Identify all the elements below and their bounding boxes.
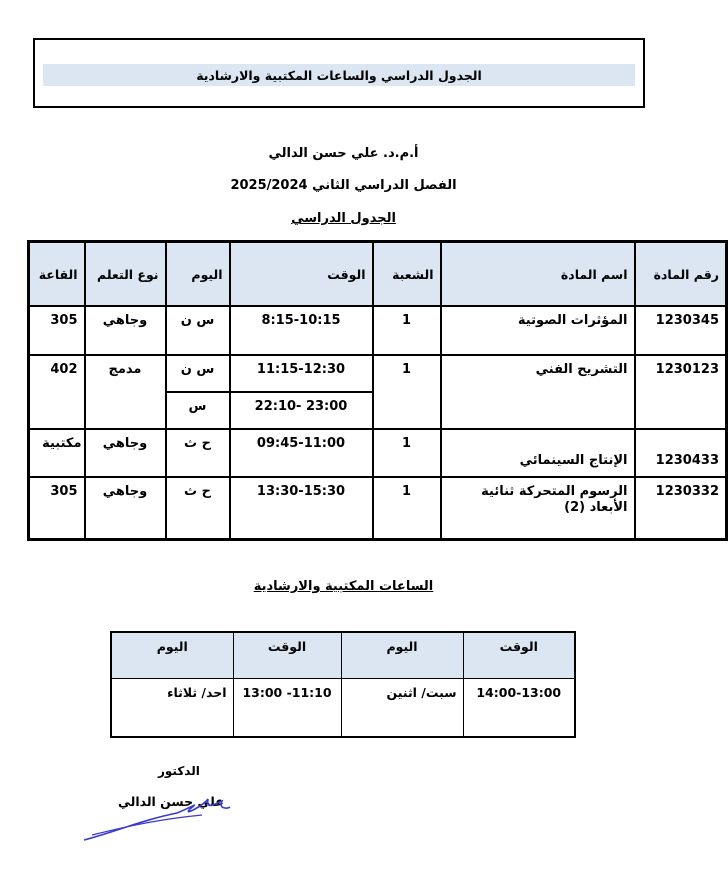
course-section: 1 bbox=[373, 355, 441, 429]
course-type: مدمج bbox=[85, 355, 166, 429]
course-time-2: 22:10- 23:00 bbox=[254, 399, 348, 414]
course-type: وجاهي bbox=[85, 306, 166, 355]
oh-header-day-1: اليوم bbox=[111, 632, 233, 679]
course-time: 11:15-12:30 bbox=[256, 362, 346, 377]
course-room: 305 bbox=[29, 477, 85, 539]
table-row bbox=[29, 429, 727, 477]
course-time: 09:45-11:00 bbox=[256, 436, 346, 451]
header-day: اليوم bbox=[166, 242, 230, 307]
doc-title: الجدول الدراسي والساعات المكتبية والارشادية bbox=[43, 64, 635, 86]
title-box bbox=[33, 38, 645, 108]
course-code: 1230332 bbox=[635, 477, 727, 539]
header-code: رقم المادة bbox=[635, 242, 727, 307]
course-room: مكتبية bbox=[29, 429, 85, 477]
course-code: 1230345 bbox=[635, 306, 727, 355]
office-hours-table bbox=[110, 631, 576, 738]
teacher-name: أ.م.د. علي حسن الدالي bbox=[268, 146, 419, 161]
course-day: س ن bbox=[166, 306, 230, 355]
course-section: 1 bbox=[373, 477, 441, 539]
oh-header-day-2: اليوم bbox=[341, 632, 463, 679]
table-header-row bbox=[29, 242, 727, 307]
oh-time-2: 14:00-13:00 bbox=[463, 679, 575, 738]
course-code: 1230433 bbox=[635, 429, 727, 477]
course-name: التشريح الفني bbox=[441, 355, 635, 429]
course-type: وجاهي bbox=[85, 429, 166, 477]
table-row bbox=[29, 355, 727, 392]
table-row bbox=[29, 306, 727, 355]
signature-title: الدكتور bbox=[158, 764, 200, 778]
office-hours-header-row bbox=[111, 632, 575, 679]
header-section: الشعبة bbox=[373, 242, 441, 307]
course-type: وجاهي bbox=[85, 477, 166, 539]
course-time: 13:30-15:30 bbox=[256, 484, 346, 499]
course-name: المؤثرات الصوتية bbox=[441, 306, 635, 355]
course-day: س ن bbox=[166, 355, 230, 392]
semester: الفصل الدراسي الثاني 2025/2024 bbox=[230, 178, 457, 193]
office-hours-heading: الساعات المكتبية والارشادية bbox=[253, 579, 434, 594]
office-hours-row bbox=[111, 679, 575, 738]
oh-day-1: احد/ ثلاثاء bbox=[111, 679, 233, 738]
oh-header-time-1: الوقت bbox=[233, 632, 341, 679]
schedule-heading: الجدول الدراسي bbox=[291, 211, 396, 226]
course-code: 1230123 bbox=[635, 355, 727, 429]
header-type: نوع التعلم bbox=[85, 242, 166, 307]
oh-header-time-2: الوقت bbox=[463, 632, 575, 679]
course-section: 1 bbox=[373, 429, 441, 477]
course-room: 402 bbox=[29, 355, 85, 429]
oh-time-1: 13:00 -11:10 bbox=[233, 679, 341, 738]
header-name: اسم المادة bbox=[441, 242, 635, 307]
signature-name: علي حسن الدالي bbox=[118, 794, 224, 809]
oh-day-2: سبت/ اثنين bbox=[341, 679, 463, 738]
course-day: ح ث bbox=[166, 429, 230, 477]
course-name: الرسوم المتحركة ثنائية الأبعاد (2) bbox=[441, 477, 635, 539]
course-day-2: س bbox=[166, 392, 230, 429]
course-room: 305 bbox=[29, 306, 85, 355]
header-time: الوقت bbox=[230, 242, 373, 307]
schedule-table bbox=[27, 240, 728, 541]
header-room: القاعة bbox=[29, 242, 85, 307]
course-day: ح ث bbox=[166, 477, 230, 539]
course-time: 8:15-10:15 bbox=[261, 313, 341, 328]
table-row bbox=[29, 477, 727, 539]
course-name: الإنتاج السينمائي bbox=[441, 429, 635, 477]
signature-scribble bbox=[82, 795, 232, 845]
course-section: 1 bbox=[373, 306, 441, 355]
